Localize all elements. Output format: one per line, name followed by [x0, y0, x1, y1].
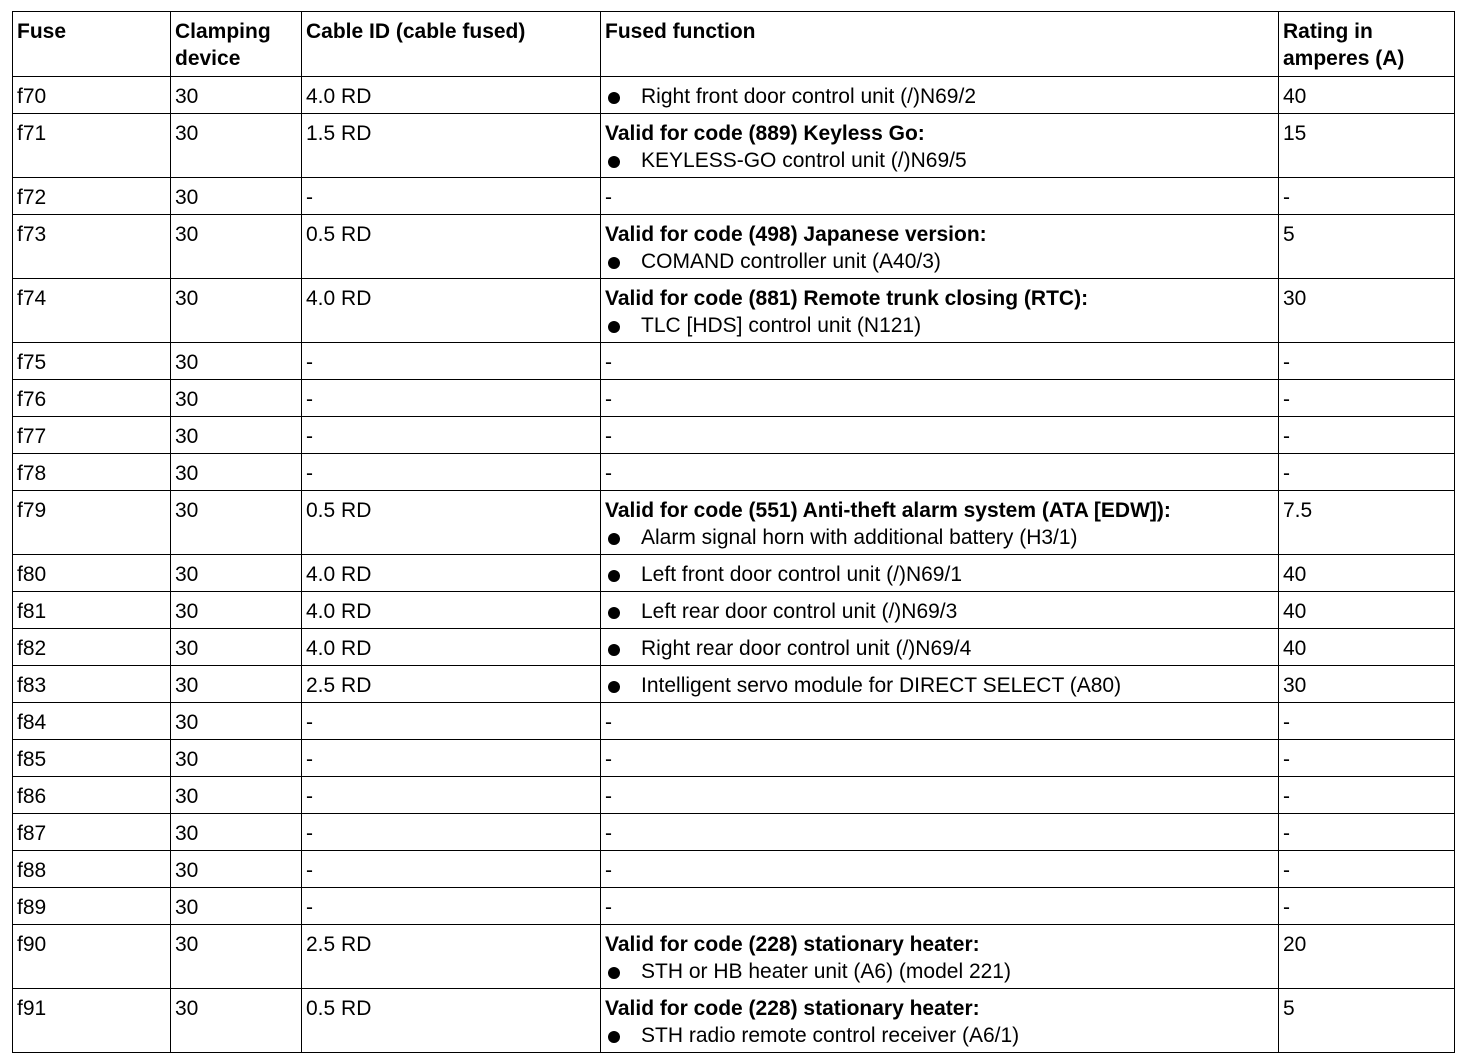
cable-id-cell: - — [302, 814, 601, 851]
validity-condition: Valid for code (551) Anti-theft alarm system (ATA [EDW]): — [605, 499, 1171, 522]
function-item-text: STH or HB heater unit (A6) (model 221) — [641, 960, 1011, 983]
table-row — [13, 417, 1455, 454]
table-row — [13, 666, 1455, 703]
table-row — [13, 380, 1455, 417]
cable-id-cell: 0.5 RD — [302, 491, 601, 555]
cable-id-cell: - — [302, 740, 601, 777]
cable-id-cell: - — [302, 454, 601, 491]
cable-id-cell: 4.0 RD — [302, 555, 601, 592]
cable-id-cell: 4.0 RD — [302, 592, 601, 629]
bullet-icon — [608, 644, 620, 656]
fused-function-cell — [601, 888, 1279, 925]
header-row — [13, 12, 1455, 77]
fuse-id-cell: f72 — [13, 178, 171, 215]
function-text: - — [605, 822, 612, 845]
fuse-id-cell: f87 — [13, 814, 171, 851]
fuse-id-cell: f84 — [13, 703, 171, 740]
clamping-device-cell: 30 — [171, 555, 302, 592]
fused-function-cell — [601, 380, 1279, 417]
cable-id-cell: 1.5 RD — [302, 114, 601, 178]
function-item-text: KEYLESS-GO control unit (/)N69/5 — [641, 149, 967, 172]
function-bullet-item — [605, 83, 1274, 110]
header-fused-function: Fused function — [601, 12, 1279, 77]
function-text: - — [605, 351, 612, 374]
cable-id-cell: - — [302, 851, 601, 888]
table-row — [13, 851, 1455, 888]
table-row — [13, 178, 1455, 215]
function-item-text: TLC [HDS] control unit (N121) — [641, 314, 922, 337]
table-row — [13, 740, 1455, 777]
fused-function-cell — [601, 555, 1279, 592]
fused-function-cell — [601, 666, 1279, 703]
function-bullet-item — [605, 524, 1274, 551]
function-text: - — [605, 896, 612, 919]
fuse-id-cell: f71 — [13, 114, 171, 178]
fused-function-cell — [601, 629, 1279, 666]
fuse-id-cell: f85 — [13, 740, 171, 777]
validity-condition: Valid for code (228) stationary heater: — [605, 997, 980, 1020]
function-item-text: COMAND controller unit (A40/3) — [641, 250, 941, 273]
fuse-id-cell: f91 — [13, 989, 171, 1053]
function-bullet-item — [605, 147, 1274, 174]
rating-cell: - — [1279, 888, 1455, 925]
rating-cell: - — [1279, 740, 1455, 777]
clamping-device-cell: 30 — [171, 888, 302, 925]
bullet-icon — [608, 967, 620, 979]
fused-function-cell — [601, 740, 1279, 777]
cable-id-cell: 4.0 RD — [302, 77, 601, 114]
rating-cell: - — [1279, 703, 1455, 740]
rating-cell: - — [1279, 454, 1455, 491]
fuse-id-cell: f78 — [13, 454, 171, 491]
fused-function-cell — [601, 454, 1279, 491]
table-row — [13, 215, 1455, 279]
cable-id-cell: - — [302, 777, 601, 814]
table-row — [13, 279, 1455, 343]
clamping-device-cell: 30 — [171, 703, 302, 740]
clamping-device-cell: 30 — [171, 629, 302, 666]
fuse-id-cell: f82 — [13, 629, 171, 666]
validity-condition: Valid for code (889) Keyless Go: — [605, 122, 925, 145]
table-row — [13, 888, 1455, 925]
clamping-device-cell: 30 — [171, 279, 302, 343]
rating-cell: 15 — [1279, 114, 1455, 178]
rating-cell: - — [1279, 814, 1455, 851]
fuse-id-cell: f79 — [13, 491, 171, 555]
table-row — [13, 629, 1455, 666]
fuse-table — [12, 11, 1455, 1053]
rating-cell: 5 — [1279, 215, 1455, 279]
clamping-device-cell: 30 — [171, 178, 302, 215]
fused-function-cell — [601, 77, 1279, 114]
fuse-id-cell: f70 — [13, 77, 171, 114]
bullet-icon — [608, 257, 620, 269]
clamping-device-cell: 30 — [171, 417, 302, 454]
function-text: - — [605, 462, 612, 485]
rating-cell: 5 — [1279, 989, 1455, 1053]
table-row — [13, 114, 1455, 178]
fuse-id-cell: f74 — [13, 279, 171, 343]
rating-cell: 20 — [1279, 925, 1455, 989]
bullet-icon — [608, 1031, 620, 1043]
function-text: - — [605, 785, 612, 808]
cable-id-cell: - — [302, 888, 601, 925]
cable-id-cell: 0.5 RD — [302, 215, 601, 279]
rating-cell: 40 — [1279, 629, 1455, 666]
fused-function-cell — [601, 343, 1279, 380]
table-row — [13, 989, 1455, 1053]
table-row — [13, 454, 1455, 491]
cable-id-cell: - — [302, 380, 601, 417]
cable-id-cell: 0.5 RD — [302, 989, 601, 1053]
function-bullet-item — [605, 561, 1274, 588]
clamping-device-cell: 30 — [171, 77, 302, 114]
cable-id-cell: - — [302, 703, 601, 740]
table-row — [13, 777, 1455, 814]
function-item-text: Intelligent servo module for DIRECT SELECT (A80) — [641, 674, 1122, 697]
fused-function-cell — [601, 417, 1279, 454]
fused-function-cell — [601, 814, 1279, 851]
rating-cell: 40 — [1279, 592, 1455, 629]
header-fuse: Fuse — [13, 12, 171, 77]
cable-id-cell: 2.5 RD — [302, 666, 601, 703]
function-text: - — [605, 711, 612, 734]
bullet-icon — [608, 607, 620, 619]
rating-cell: 40 — [1279, 77, 1455, 114]
table-row — [13, 343, 1455, 380]
clamping-device-cell: 30 — [171, 666, 302, 703]
clamping-device-cell: 30 — [171, 740, 302, 777]
table-row — [13, 491, 1455, 555]
fused-function-cell — [601, 925, 1279, 989]
fused-function-cell — [601, 279, 1279, 343]
fuse-id-cell: f86 — [13, 777, 171, 814]
function-text: - — [605, 425, 612, 448]
clamping-device-cell: 30 — [171, 491, 302, 555]
fused-function-cell — [601, 777, 1279, 814]
function-bullet-item — [605, 1022, 1274, 1049]
fuse-id-cell: f90 — [13, 925, 171, 989]
function-bullet-item — [605, 598, 1274, 625]
cable-id-cell: 4.0 RD — [302, 279, 601, 343]
clamping-device-cell: 30 — [171, 114, 302, 178]
fused-function-cell — [601, 989, 1279, 1053]
table-row — [13, 555, 1455, 592]
function-item-text: Left front door control unit (/)N69/1 — [641, 563, 962, 586]
function-bullet-item — [605, 635, 1274, 662]
validity-condition: Valid for code (498) Japanese version: — [605, 223, 987, 246]
fuse-id-cell: f80 — [13, 555, 171, 592]
fuse-id-cell: f83 — [13, 666, 171, 703]
fuse-id-cell: f75 — [13, 343, 171, 380]
function-item-text: Right rear door control unit (/)N69/4 — [641, 637, 972, 660]
bullet-icon — [608, 156, 620, 168]
clamping-device-cell: 30 — [171, 380, 302, 417]
fused-function-cell — [601, 114, 1279, 178]
fuse-id-cell: f81 — [13, 592, 171, 629]
bullet-icon — [608, 681, 620, 693]
cable-id-cell: - — [302, 178, 601, 215]
clamping-device-cell: 30 — [171, 851, 302, 888]
rating-cell: 7.5 — [1279, 491, 1455, 555]
clamping-device-cell: 30 — [171, 925, 302, 989]
function-bullet-item — [605, 312, 1274, 339]
table-row — [13, 592, 1455, 629]
fused-function-cell — [601, 851, 1279, 888]
function-item-text: Right front door control unit (/)N69/2 — [641, 85, 976, 108]
fuse-id-cell: f77 — [13, 417, 171, 454]
clamping-device-cell: 30 — [171, 215, 302, 279]
function-bullet-item — [605, 248, 1274, 275]
function-bullet-item — [605, 672, 1274, 699]
bullet-icon — [608, 533, 620, 545]
function-text: - — [605, 748, 612, 771]
table-row — [13, 703, 1455, 740]
table-row — [13, 925, 1455, 989]
header-cable-id: Cable ID (cable fused) — [302, 12, 601, 77]
rating-cell: - — [1279, 417, 1455, 454]
fused-function-cell — [601, 491, 1279, 555]
clamping-device-cell: 30 — [171, 989, 302, 1053]
validity-condition: Valid for code (228) stationary heater: — [605, 933, 980, 956]
fuse-id-cell: f88 — [13, 851, 171, 888]
fuse-id-cell: f89 — [13, 888, 171, 925]
rating-cell: - — [1279, 178, 1455, 215]
rating-cell: - — [1279, 343, 1455, 380]
fuse-table-body — [13, 77, 1455, 1053]
fused-function-cell — [601, 703, 1279, 740]
cable-id-cell: 2.5 RD — [302, 925, 601, 989]
function-item-text: Left rear door control unit (/)N69/3 — [641, 600, 958, 623]
fused-function-cell — [601, 215, 1279, 279]
function-text: - — [605, 186, 612, 209]
fuse-id-cell: f76 — [13, 380, 171, 417]
fused-function-cell — [601, 178, 1279, 215]
header-clamping-device: Clamping device — [171, 12, 302, 77]
function-bullet-item — [605, 958, 1274, 985]
clamping-device-cell: 30 — [171, 777, 302, 814]
bullet-icon — [608, 570, 620, 582]
bullet-icon — [608, 92, 620, 104]
cable-id-cell: 4.0 RD — [302, 629, 601, 666]
clamping-device-cell: 30 — [171, 814, 302, 851]
table-row — [13, 814, 1455, 851]
bullet-icon — [608, 321, 620, 333]
function-item-text: Alarm signal horn with additional battery (H3/1) — [641, 526, 1078, 549]
clamping-device-cell: 30 — [171, 343, 302, 380]
rating-cell: - — [1279, 777, 1455, 814]
function-text: - — [605, 388, 612, 411]
clamping-device-cell: 30 — [171, 592, 302, 629]
header-rating: Rating in amperes (A) — [1279, 12, 1455, 77]
rating-cell: 40 — [1279, 555, 1455, 592]
cable-id-cell: - — [302, 417, 601, 454]
rating-cell: - — [1279, 851, 1455, 888]
fuse-id-cell: f73 — [13, 215, 171, 279]
function-item-text: STH radio remote control receiver (A6/1) — [641, 1024, 1020, 1047]
validity-condition: Valid for code (881) Remote trunk closing (RTC): — [605, 287, 1089, 310]
fused-function-cell — [601, 592, 1279, 629]
table-row — [13, 77, 1455, 114]
rating-cell: 30 — [1279, 279, 1455, 343]
rating-cell: - — [1279, 380, 1455, 417]
rating-cell: 30 — [1279, 666, 1455, 703]
clamping-device-cell: 30 — [171, 454, 302, 491]
cable-id-cell: - — [302, 343, 601, 380]
function-text: - — [605, 859, 612, 882]
